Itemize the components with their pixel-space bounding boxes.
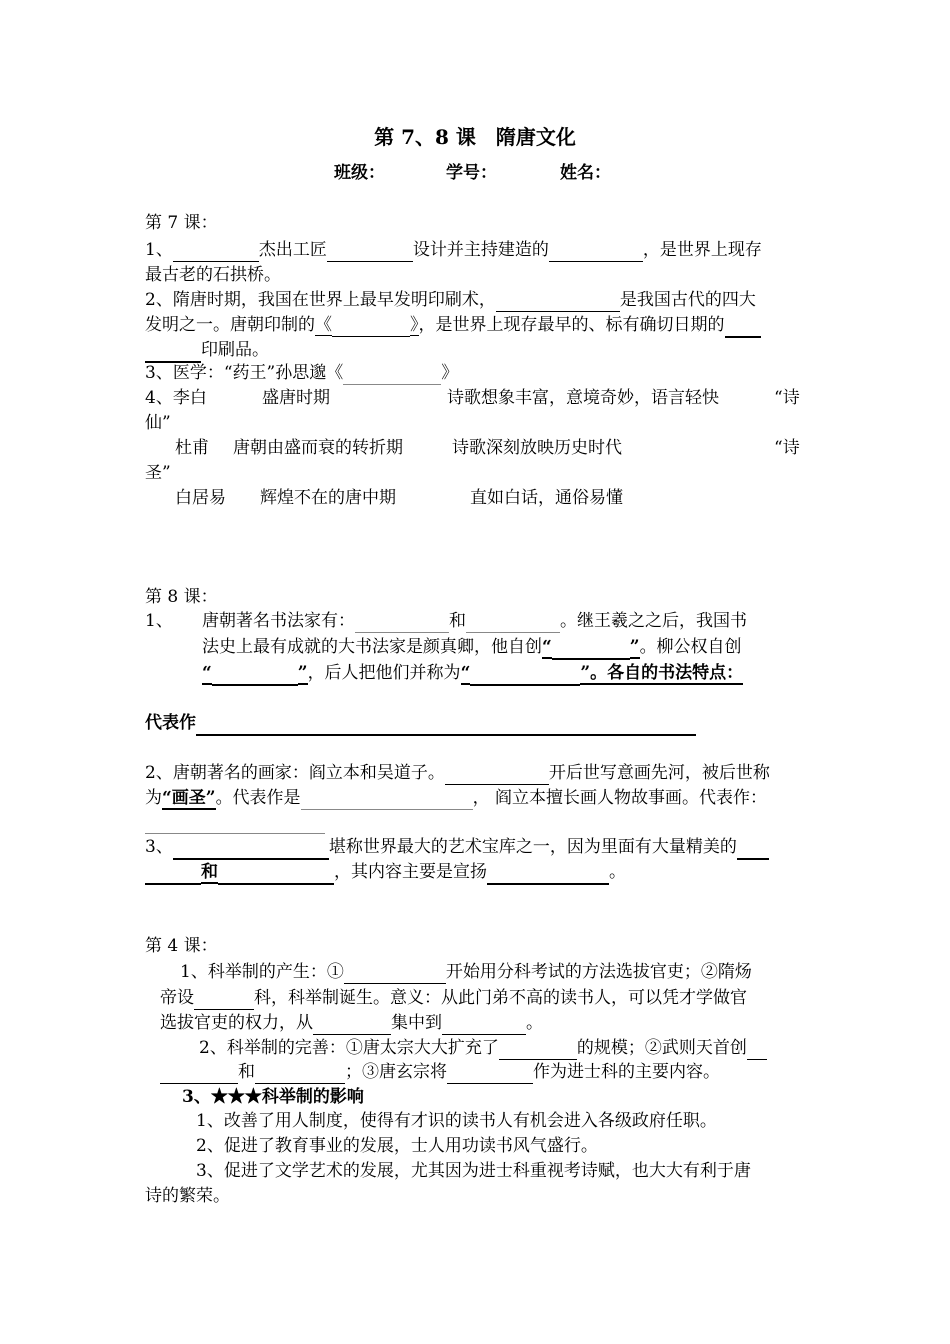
l8-q1-text-g: 。各自的书法特点： [590, 663, 744, 683]
answer-blank[interactable] [327, 239, 413, 262]
answer-blank[interactable] [218, 861, 334, 885]
l7-q2-line3 [145, 339, 269, 363]
l4-q2-text-d: ；③唐玄宗将 [345, 1062, 447, 1082]
quote-close: ” [629, 637, 640, 657]
quote-open: “ [542, 637, 552, 657]
poet-title: “诗 [774, 438, 800, 458]
answer-blank[interactable] [552, 636, 630, 660]
l8-q1-text-c: 法史上最有成就的大书法家是 [202, 637, 423, 657]
poet-style: 直如白话，通俗易懂 [470, 488, 623, 508]
representative-works-label: 代表作 [145, 713, 196, 733]
answer-blank[interactable] [549, 239, 643, 262]
answer-blank[interactable] [332, 314, 410, 337]
answer-blank[interactable] [196, 712, 696, 736]
answer-blank[interactable] [499, 1037, 577, 1060]
l7-q1-line2: 最古老的石拱桥。 [145, 265, 281, 285]
quote-open: “ [460, 663, 471, 683]
l8-q2-text-c: 为 [145, 788, 162, 808]
quote-close: ” [580, 663, 591, 683]
l4-q1-text-g: 。 [526, 1013, 543, 1033]
poet-style: 诗歌想象丰富，意境奇妙，语言轻快 [447, 388, 719, 408]
l4-q2-and: 和 [238, 1062, 255, 1082]
lesson4-heading: 第 4 课： [145, 936, 218, 956]
poet-period: 盛唐时期 [262, 388, 330, 408]
l7-q1-text-c: 设计并主持建造的 [412, 240, 549, 260]
l8-q3-line1 [145, 836, 769, 860]
answer-blank[interactable] [145, 861, 201, 885]
answer-blank[interactable] [466, 610, 560, 633]
l8-q2-line1 [145, 762, 770, 785]
l8-q1-text-a: 唐朝著名书法家有： [202, 611, 355, 631]
l4-q2-text-e: 作为进士科的主要内容。 [533, 1062, 720, 1082]
l8-q1-and: 和 [449, 611, 466, 631]
l8-q3-and: 和 [201, 862, 218, 882]
impact-item: 3、促进了文学艺术的发展，尤其因为进士科重视考诗赋，也大大有利于唐 [196, 1161, 751, 1181]
page-title: 第 7、8 课 隋唐文化 [374, 125, 576, 149]
l7-q2-text-b: 是我国古代的四大 [619, 290, 756, 310]
l8-q2-text-d: 。代表作是 [215, 788, 301, 808]
l8-q1-line3 [202, 662, 743, 686]
l4-q1-text-f: 集中到 [391, 1013, 442, 1033]
poet-period: 辉煌不在的唐中期 [260, 488, 396, 508]
l4-q2-text-b: 的规模；②武则天首创 [576, 1038, 747, 1058]
l4-q2-text-a: 2、科举制的完善：①唐太宗大大扩充了 [199, 1038, 499, 1058]
answer-blank[interactable] [313, 1012, 391, 1035]
answer-blank[interactable] [496, 289, 620, 312]
poet-period: 唐朝由盛而衰的转折期 [233, 438, 403, 458]
l8-q1-line1 [202, 610, 747, 633]
l8-q3-text-d: 。 [609, 862, 626, 882]
l7-q2-text-c: 发明之一。唐朝印制的 [145, 315, 315, 335]
quote-open: “ [202, 663, 212, 683]
l4-q1-text-c: 帝设 [160, 988, 194, 1008]
l7-q1-line1 [145, 239, 762, 262]
student-name-label: 姓名： [560, 163, 611, 183]
answer-blank[interactable] [145, 339, 201, 363]
l7-q3-text-a: 3、医学：“药王”孙思邈《 [145, 363, 344, 383]
l7-q2-book-open: 《 [315, 315, 332, 335]
impact-item-cont: 诗的繁荣。 [145, 1186, 230, 1206]
l8-q1-text-d: ，他自创 [474, 637, 542, 657]
l7-q2-text-a: 2、隋唐时期，我国在世界上最早发明印刷术， [145, 290, 496, 310]
lesson8-heading: 第 8 课： [145, 587, 218, 607]
l7-q2-line1 [145, 289, 756, 312]
answer-blank[interactable] [725, 314, 761, 338]
l4-q1-line3 [160, 1012, 543, 1035]
answer-blank[interactable] [470, 662, 580, 686]
answer-blank[interactable] [737, 836, 769, 860]
poet-name: 杜甫 [175, 438, 209, 458]
l8-q2-line3 [145, 811, 325, 834]
l4-q2-line1 [199, 1037, 767, 1060]
l4-q1-text-d: 科，科举制诞生。意义：从此门弟不高的读书人，可以凭才学做官 [254, 988, 747, 1008]
l8-q2-line2 [145, 787, 767, 810]
answer-blank[interactable] [355, 610, 449, 633]
painting-sage-term: “画圣” [162, 788, 216, 808]
student-number-label: 学号： [446, 163, 497, 183]
answer-blank[interactable] [173, 239, 259, 262]
l8-q3-number: 3、 [145, 837, 173, 857]
l7-q2-book-close: 》 [410, 315, 419, 335]
answer-blank[interactable] [447, 1061, 533, 1084]
l8-q3-line2 [145, 861, 626, 885]
l4-q1-text-e: 选拔官吏的权力，从 [160, 1013, 313, 1033]
answer-blank[interactable] [194, 987, 254, 1010]
l4-q3-heading: 3、★★★科举制的影响 [182, 1087, 364, 1107]
l8-q1-text-e: 。柳公权自创 [639, 637, 742, 657]
l8-q2-text-e: ， 阎立本擅长画人物故事画。代表作： [472, 788, 767, 808]
answer-blank[interactable] [343, 362, 441, 385]
answer-blank[interactable] [445, 762, 549, 785]
l8-q3-text-c: ，其内容主要是宣扬 [334, 862, 487, 882]
poet-style: 诗歌深刻放映历史时代 [452, 438, 622, 458]
l8-q3-text-b: 堪称世界最大的艺术宝库之一，因为里面有大量精美的 [328, 837, 737, 857]
answer-blank[interactable] [255, 1061, 345, 1084]
answer-blank[interactable] [212, 662, 298, 686]
impact-item: 2、促进了教育事业的发展，士人用功读书风气盛行。 [196, 1136, 598, 1156]
l8-q1-number: 1、 [145, 611, 173, 631]
answer-blank[interactable] [173, 836, 329, 860]
l4-q1-line2 [160, 987, 747, 1010]
l8-q2-text-b: 开后世写意画先河，被后世称 [548, 763, 770, 783]
l7-q4-row1 [145, 387, 207, 409]
l7-q2-text-e: 印刷品。 [201, 340, 269, 360]
l7-q1-number: 1、 [145, 240, 173, 260]
l8-q1-text-b: 。继王羲之之后，我国书 [560, 611, 747, 631]
answer-blank[interactable] [344, 961, 446, 984]
poet-name: 白居易 [175, 488, 226, 508]
poet-name: 4、李白 [145, 388, 207, 408]
l8-q1-line4 [145, 712, 696, 736]
poet-title-cont: 仙” [145, 413, 171, 433]
l7-q3-close: 》 [441, 363, 459, 383]
answer-blank[interactable] [487, 861, 609, 885]
answer-blank[interactable] [442, 1012, 526, 1035]
l7-q1-text-b: 杰出工匠 [258, 240, 327, 260]
quote-close: ” [297, 663, 308, 683]
l8-q1-text-f: ，后人把他们并称为 [307, 663, 461, 683]
poet-title-cont: 圣” [145, 463, 171, 483]
l4-q2-line2 [160, 1061, 720, 1084]
answer-blank[interactable] [747, 1037, 767, 1060]
l8-q2-text-a: 2、唐朝著名的画家：阎立本和吴道子。 [145, 763, 445, 783]
answer-blank[interactable] [145, 811, 325, 834]
lesson7-heading: 第 7 课： [145, 213, 218, 233]
l4-q1-line1 [180, 961, 752, 984]
l7-q2-line2 [145, 314, 761, 338]
answer-blank[interactable] [301, 787, 473, 810]
l8-q1-line2 [202, 636, 742, 660]
l4-q1-text-b: 开始用分科考试的方法选拔官吏；②隋炀 [445, 962, 752, 982]
calligrapher-name: 颜真卿 [423, 637, 474, 657]
l7-q2-text-d: ，是世界上现存最早的、标有确切日期的 [418, 315, 725, 335]
poet-title: “诗 [774, 388, 800, 408]
l7-q1-text-d: ，是世界上现存 [642, 240, 762, 260]
class-label: 班级： [334, 163, 385, 183]
answer-blank[interactable] [160, 1061, 238, 1084]
impact-item: 1、改善了用人制度，使得有才识的读书人有机会进入各级政府任职。 [196, 1111, 717, 1131]
l4-q1-text-a: 1、科举制的产生：① [180, 962, 344, 982]
l7-q3-line [145, 362, 458, 385]
